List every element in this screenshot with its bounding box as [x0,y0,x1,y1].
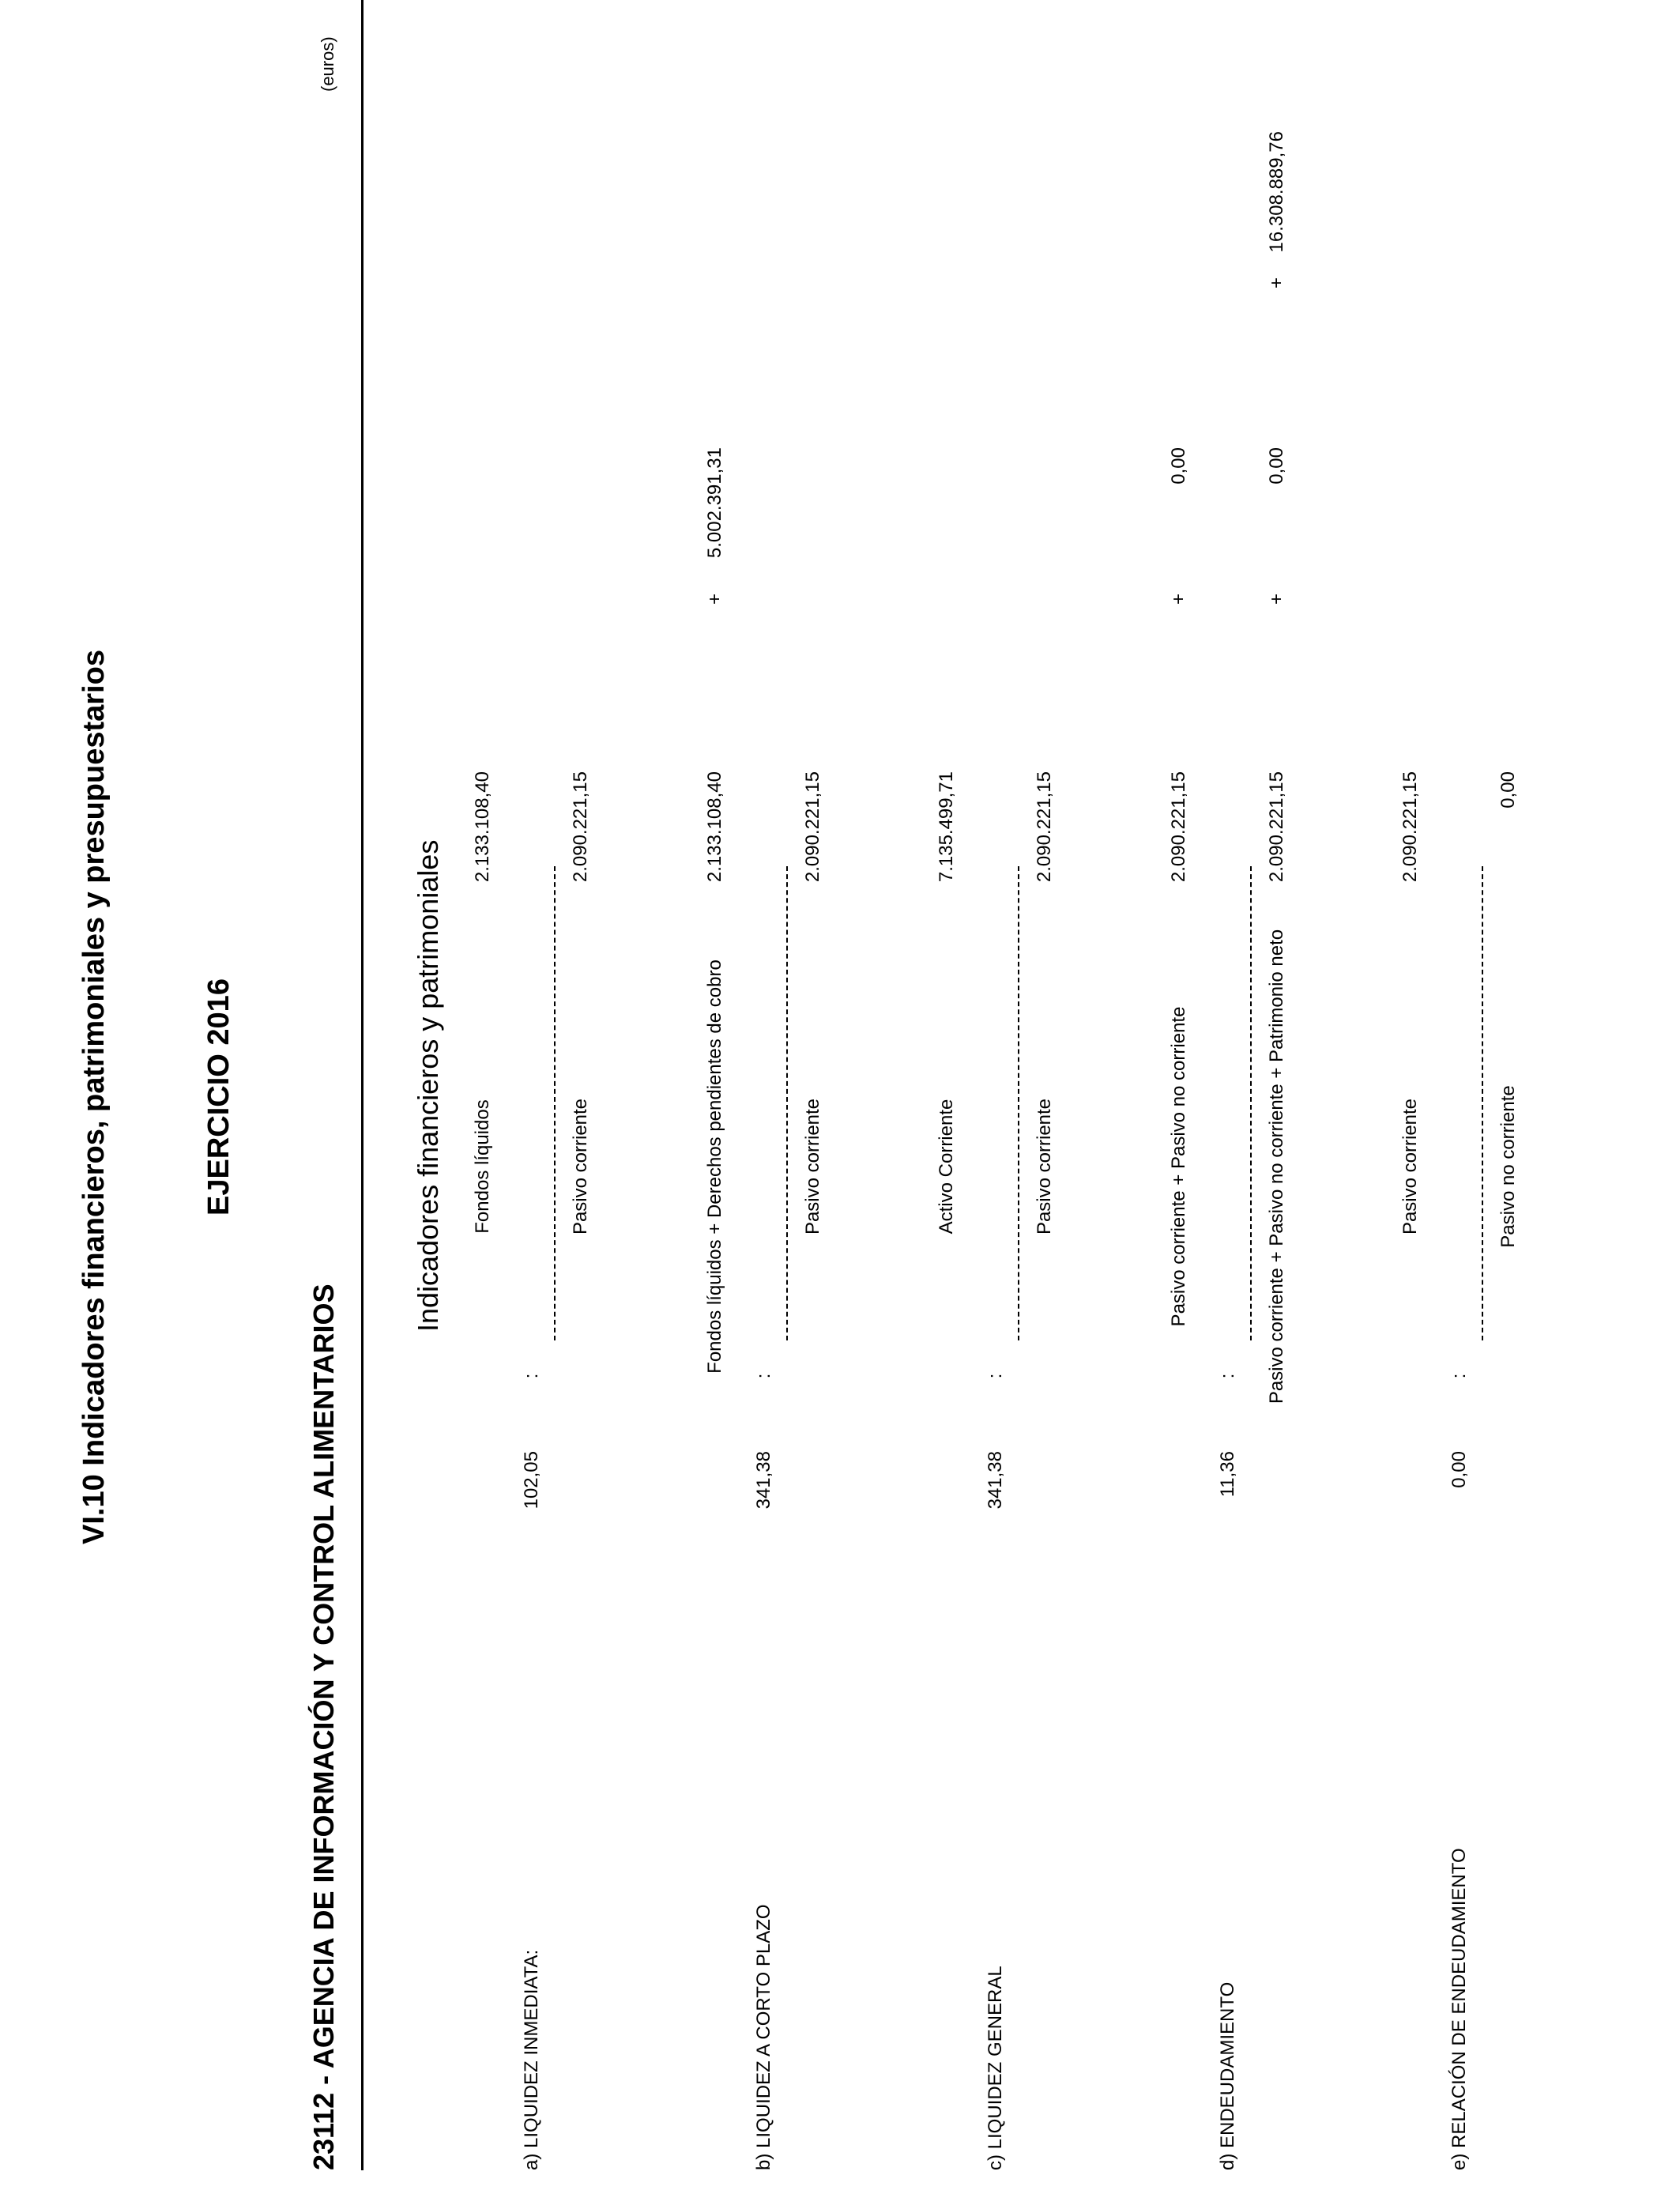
numerator-formula: Pasivo corriente + Pasivo no corriente [1168,1006,1189,1327]
entity-name: 23112 - AGENCIA DE INFORMACIÓN Y CONTROL ALIMENTARIOS [307,1284,340,2170]
indicator-value: 341,38 [753,1451,774,1510]
section-title: Indicadores financieros y patrimoniales [412,839,444,1332]
denominator-operator: + [1266,277,1287,289]
numerator-amount: 0,00 [1168,447,1189,484]
denominator-formula: Pasivo corriente [1034,1098,1055,1235]
numerator-formula: Activo Corriente [936,1099,957,1235]
denominator-formula: Pasivo corriente [570,1098,591,1235]
indicator-value: 0,00 [1448,1451,1470,1488]
denominator-amount: 2.090.221,15 [570,771,591,883]
denominator-amount: 2.090.221,15 [1034,771,1055,883]
numerator-formula: Pasivo corriente [1399,1098,1421,1235]
numerator-amount: 5.002.391,31 [704,447,725,559]
fraction-line [554,866,556,1340]
indicator-separator: : [1448,1373,1470,1379]
numerator-operator: + [1168,594,1189,605]
numerator-amount: 2.133.108,40 [704,771,725,883]
denominator-amount: 2.090.221,15 [802,771,823,883]
denominator-operator: + [1266,594,1287,605]
indicator-label: d) ENDEUDAMIENTO [1217,1981,1238,2170]
indicator-separator: : [985,1373,1006,1379]
numerator-operator: + [704,594,725,605]
numerator-amount: 2.133.108,40 [472,771,493,883]
fraction-line [1250,866,1252,1340]
denominator-formula: Pasivo corriente [802,1098,823,1235]
indicator-label: c) LIQUIDEZ GENERAL [985,1966,1006,2170]
numerator-formula: Fondos líquidos [472,1099,493,1234]
indicator-label: a) LIQUIDEZ INMEDIATA: [521,1949,542,2170]
indicator-value: 11,36 [1217,1451,1238,1498]
denominator-amount: 2.090.221,15 [1266,771,1287,883]
indicator-label: e) RELACIÓN DE ENDEUDAMIENTO [1448,1848,1470,2170]
report-title: VI.10 Indicadores financieros, patrimoniales y presupuestarios [77,650,111,1544]
header-rule [361,0,363,2170]
fraction-line [1482,866,1483,1340]
indicator-separator: : [521,1373,542,1379]
denominator-amount: 16.308.889,76 [1266,131,1287,253]
indicator-separator: : [753,1373,774,1379]
numerator-amount: 7.135.499,71 [936,771,957,883]
numerator-amount: 2.090.221,15 [1399,771,1421,883]
denominator-formula: Pasivo corriente + Pasivo no corriente + Patrimonio neto [1266,929,1287,1404]
fraction-line [1018,866,1019,1340]
denominator-amount: 0,00 [1497,771,1519,809]
fraction-line [786,866,788,1340]
denominator-amount: 0,00 [1266,447,1287,484]
indicator-value: 341,38 [985,1451,1006,1510]
report-year: EJERCICIO 2016 [202,978,235,1216]
indicator-value: 102,05 [521,1451,542,1510]
numerator-amount: 2.090.221,15 [1168,771,1189,883]
indicator-separator: : [1217,1373,1238,1379]
indicator-label: b) LIQUIDEZ A CORTO PLAZO [753,1904,774,2170]
numerator-formula: Fondos líquidos + Derechos pendientes de cobro [704,959,725,1374]
denominator-formula: Pasivo no corriente [1497,1085,1519,1248]
currency-note: (euros) [318,36,337,92]
